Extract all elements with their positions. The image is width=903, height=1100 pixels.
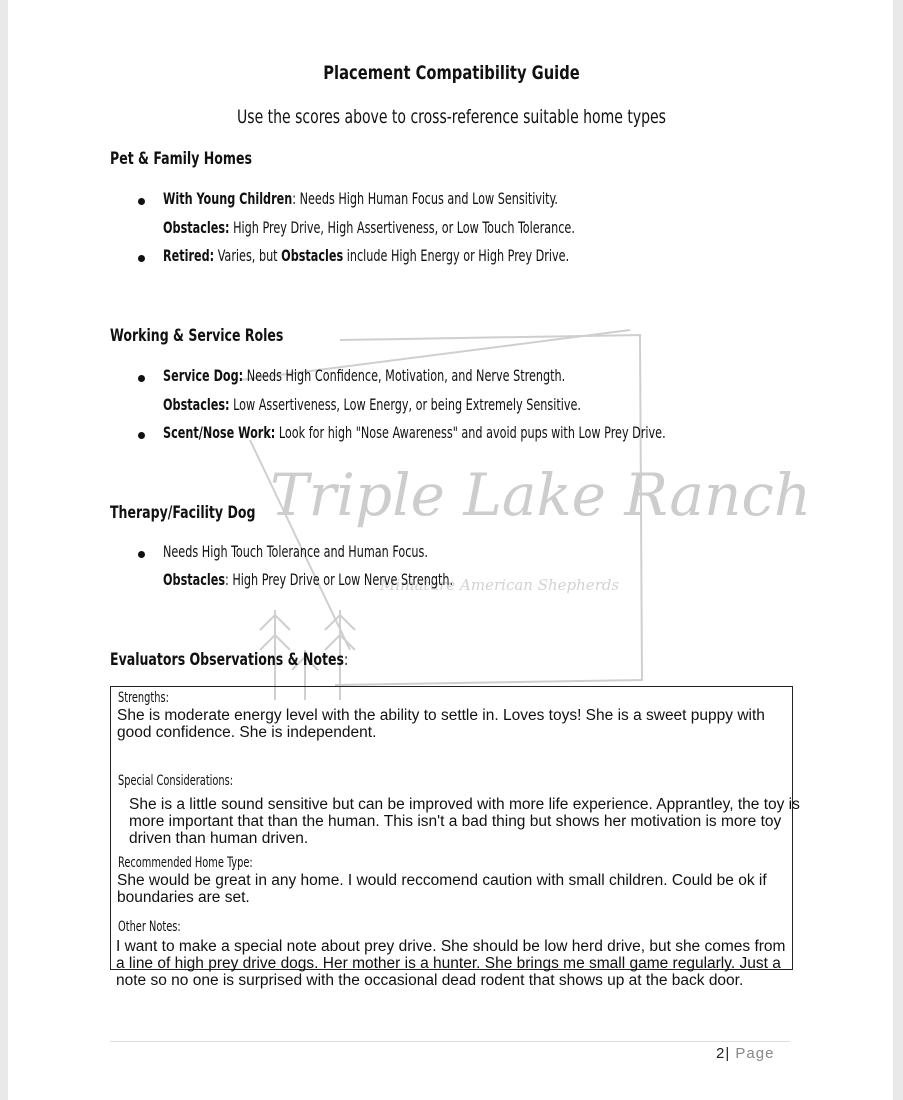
page-edge-right <box>893 0 903 1100</box>
label-retired: Retired: <box>163 246 215 265</box>
bullet-dot <box>138 198 145 205</box>
text-service-dog: Needs High Confidence, Motivation, and Nerve Strength. <box>243 366 566 385</box>
bullet-service-dog <box>163 366 565 385</box>
section-heading-notes <box>110 650 348 670</box>
obstacles-service-dog <box>163 395 581 414</box>
label-recommended-home: Recommended Home Type: <box>118 855 253 871</box>
watermark-text-main: Triple Lake Ranch <box>270 461 812 529</box>
page-edge-left <box>0 0 8 1100</box>
page-number-value: 2 <box>716 1045 726 1062</box>
label-scent-work: Scent/Nose Work: <box>163 423 276 442</box>
bullet-young-children <box>163 189 558 208</box>
text-special-considerations: She is a little sound sensitive but can be improved with more life experience. Apprantley, the toy is more important that than the human. This isn't a bad thing but shows her motivation is more toy driven than human driven. <box>129 796 800 847</box>
label-obstacles: Obstacles: <box>163 395 230 414</box>
footer-rule <box>110 1041 790 1042</box>
text-therapy: Needs High Touch Tolerance and Human Focus. <box>163 542 428 561</box>
notes-heading-colon: : <box>344 650 349 670</box>
bullet-dot <box>138 551 145 558</box>
label-other-notes: Other Notes: <box>118 919 181 935</box>
label-special-considerations: Special Considerations: <box>118 773 234 789</box>
obstacles-young-children <box>163 218 575 237</box>
text-recommended-home: She would be great in any home. I would reccomend caution with small children. Could be ok if boundaries are set. <box>117 872 767 906</box>
bullet-therapy <box>163 542 428 561</box>
text-obstacles-service-dog: Low Assertiveness, Low Energy, or being Extremely Sensitive. <box>229 395 581 414</box>
page-title: Placement Compatibility Guide <box>323 62 580 84</box>
label-obstacles-retired: Obstacles <box>281 246 344 265</box>
bullet-dot <box>138 255 145 262</box>
text-young-children: : Needs High Human Focus and Low Sensitivity. <box>292 189 558 208</box>
section-heading-therapy: Therapy/Facility Dog <box>110 503 256 523</box>
text-obstacles-young-children: High Prey Drive, High Assertiveness, or Low Touch Tolerance. <box>229 218 575 237</box>
bullet-retired <box>163 246 569 265</box>
text-scent-work: Look for high "Nose Awareness" and avoid pups with Low Prey Drive. <box>275 423 666 442</box>
label-with-young-children: With Young Children <box>163 189 293 208</box>
text-retired-a: Varies, but <box>214 246 282 265</box>
bullet-dot <box>138 432 145 439</box>
bullet-dot <box>138 375 145 382</box>
obstacles-therapy <box>163 570 453 589</box>
label-strengths: Strengths: <box>118 690 169 706</box>
label-obstacles: Obstacles: <box>163 218 230 237</box>
page-word: Page <box>735 1045 775 1062</box>
notes-heading-text: Evaluators Observations & Notes <box>110 650 345 670</box>
page-subtitle: Use the scores above to cross-reference suitable home types <box>237 106 666 128</box>
text-obstacles-therapy: : High Prey Drive or Low Nerve Strength. <box>225 570 454 589</box>
section-heading-working-service: Working & Service Roles <box>110 326 284 346</box>
text-other-notes: I want to make a special note about prey drive. She should be low herd drive, but she comes from a line of high prey drive dogs. Her mother is a hunter. She brings me small game regularly. Just a note so no one is surprised with the occasional dead rodent that shows up at the back door. <box>116 938 786 989</box>
text-retired-b: include High Energy or High Prey Drive. <box>343 246 570 265</box>
page-number-separator: | <box>725 1045 731 1062</box>
section-heading-pet-family: Pet & Family Homes <box>110 149 252 169</box>
label-obstacles: Obstacles <box>163 570 226 589</box>
bullet-scent-work <box>163 423 666 442</box>
page-number <box>716 1045 774 1062</box>
label-service-dog: Service Dog: <box>163 366 244 385</box>
watermark-text-sub: Miniature American Shepherds <box>380 576 620 594</box>
text-strengths: She is moderate energy level with the ability to settle in. Loves toys! She is a sweet puppy with good confidence. She is independent. <box>117 707 765 741</box>
